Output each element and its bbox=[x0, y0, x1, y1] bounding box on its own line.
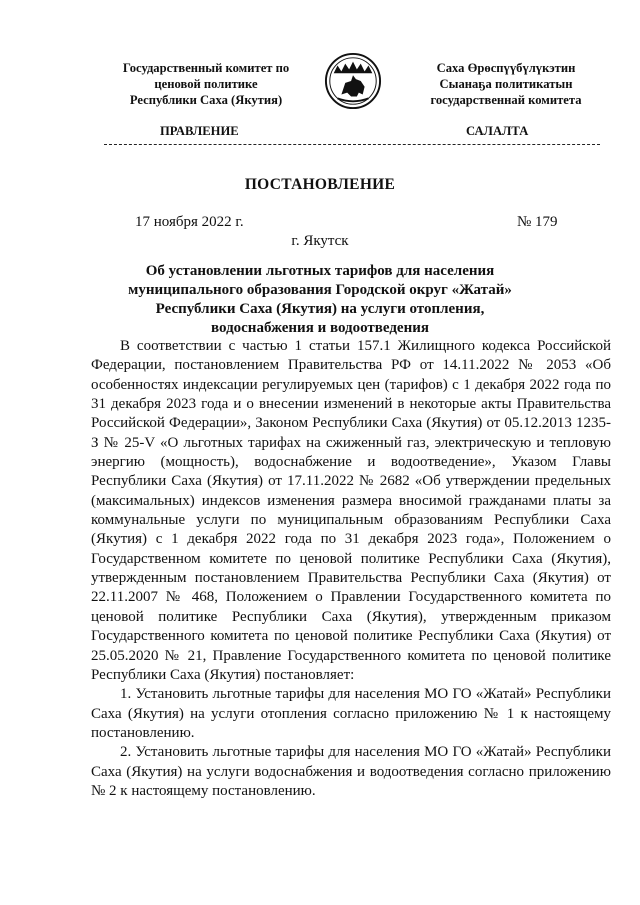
header-right-unit: САЛАЛТА bbox=[466, 124, 529, 138]
header-right-org bbox=[392, 60, 620, 108]
header-divider bbox=[104, 144, 600, 145]
header-left-org bbox=[100, 60, 312, 108]
header-left-line: Государственный комитет по bbox=[122, 61, 290, 75]
body-paragraph: 1. Установить льготные тарифы для населения МО ГО «Жатай» Республики Саха (Якутия) на услуги отопления согласно приложению № 1 к настоящему постановлению. bbox=[91, 686, 611, 741]
document-city: г. Якутск bbox=[291, 233, 349, 249]
header-right-line: Сыанаҕа политикатын bbox=[439, 77, 573, 91]
header-right-line: государственнай комитета bbox=[430, 93, 582, 107]
sakha-emblem-icon bbox=[324, 52, 382, 110]
body-paragraph: 2. Установить льготные тарифы для населения МО ГО «Жатай» Республики Саха (Якутия) на услуги водоснабжения и водоотведения согласно приложению № 2 к настоящему постановлению. bbox=[91, 744, 611, 799]
document-title: Об установлении льготных тарифов для населения муниципального образования Городской округ «Жатай» Республики Саха (Якутия) на услуги отопления, водоснабжения и водоотведения bbox=[128, 263, 512, 336]
header-left-unit: ПРАВЛЕНИЕ bbox=[160, 124, 239, 138]
document-type: ПОСТАНОВЛЕНИЕ bbox=[244, 176, 396, 193]
body-paragraph: В соответствии с частью 1 статьи 157.1 Жилищного кодекса Российской Федерации, постановлением Правительства РФ от 14.11.2022 № 2053 «Об особенностях индексации регулируемых цен (тарифов) с 1 декабря 2022 года по 31 декабря 2023 года и о внесении изменений в некоторые акты Правительства Российской Федерации», Законом Республики Саха (Якутия) от 05.12.2013 1235-З № 25-V «О льготных тарифах на сжиженный газ, электрическую и тепловую энергию (мощность), водоснабжение и водоотведение», Указом Главы Республики Саха (Якутия) от 17.11.2022 № 2682 «Об утверждении предельных (максимальных) индексов изменения размера вносимой гражданами платы за коммунальные услуги по муниципальным образованиям Республики Саха (Якутия) с 1 декабря 2022 года по 31 декабря 2023 года», Положением о Государственном комитете по ценовой политике Республики Саха (Якутия), утвержденным постановлением Правительства Республики Саха (Якутия) от 22.11.2007 № 468, Положением о Правлении Государственного комитета по ценовой политике Республики Саха (Якутия), утвержденным приказом Государственного комитета по ценовой политике Республики Саха (Якутия) от 25.05.2020 № 21, Правление Государственного комитета по ценовой политике Республики Саха (Якутия) постановляет: bbox=[91, 338, 611, 683]
document-date: 17 ноября 2022 г. bbox=[135, 214, 244, 230]
header-left-line: ценовой политике bbox=[154, 77, 258, 91]
header-right-line: Саха Өрөспүүбүлүкэтин bbox=[436, 61, 576, 75]
document-number: № 179 bbox=[517, 214, 558, 230]
document-body bbox=[91, 337, 611, 801]
header-left-line: Республики Саха (Якутия) bbox=[129, 93, 283, 107]
